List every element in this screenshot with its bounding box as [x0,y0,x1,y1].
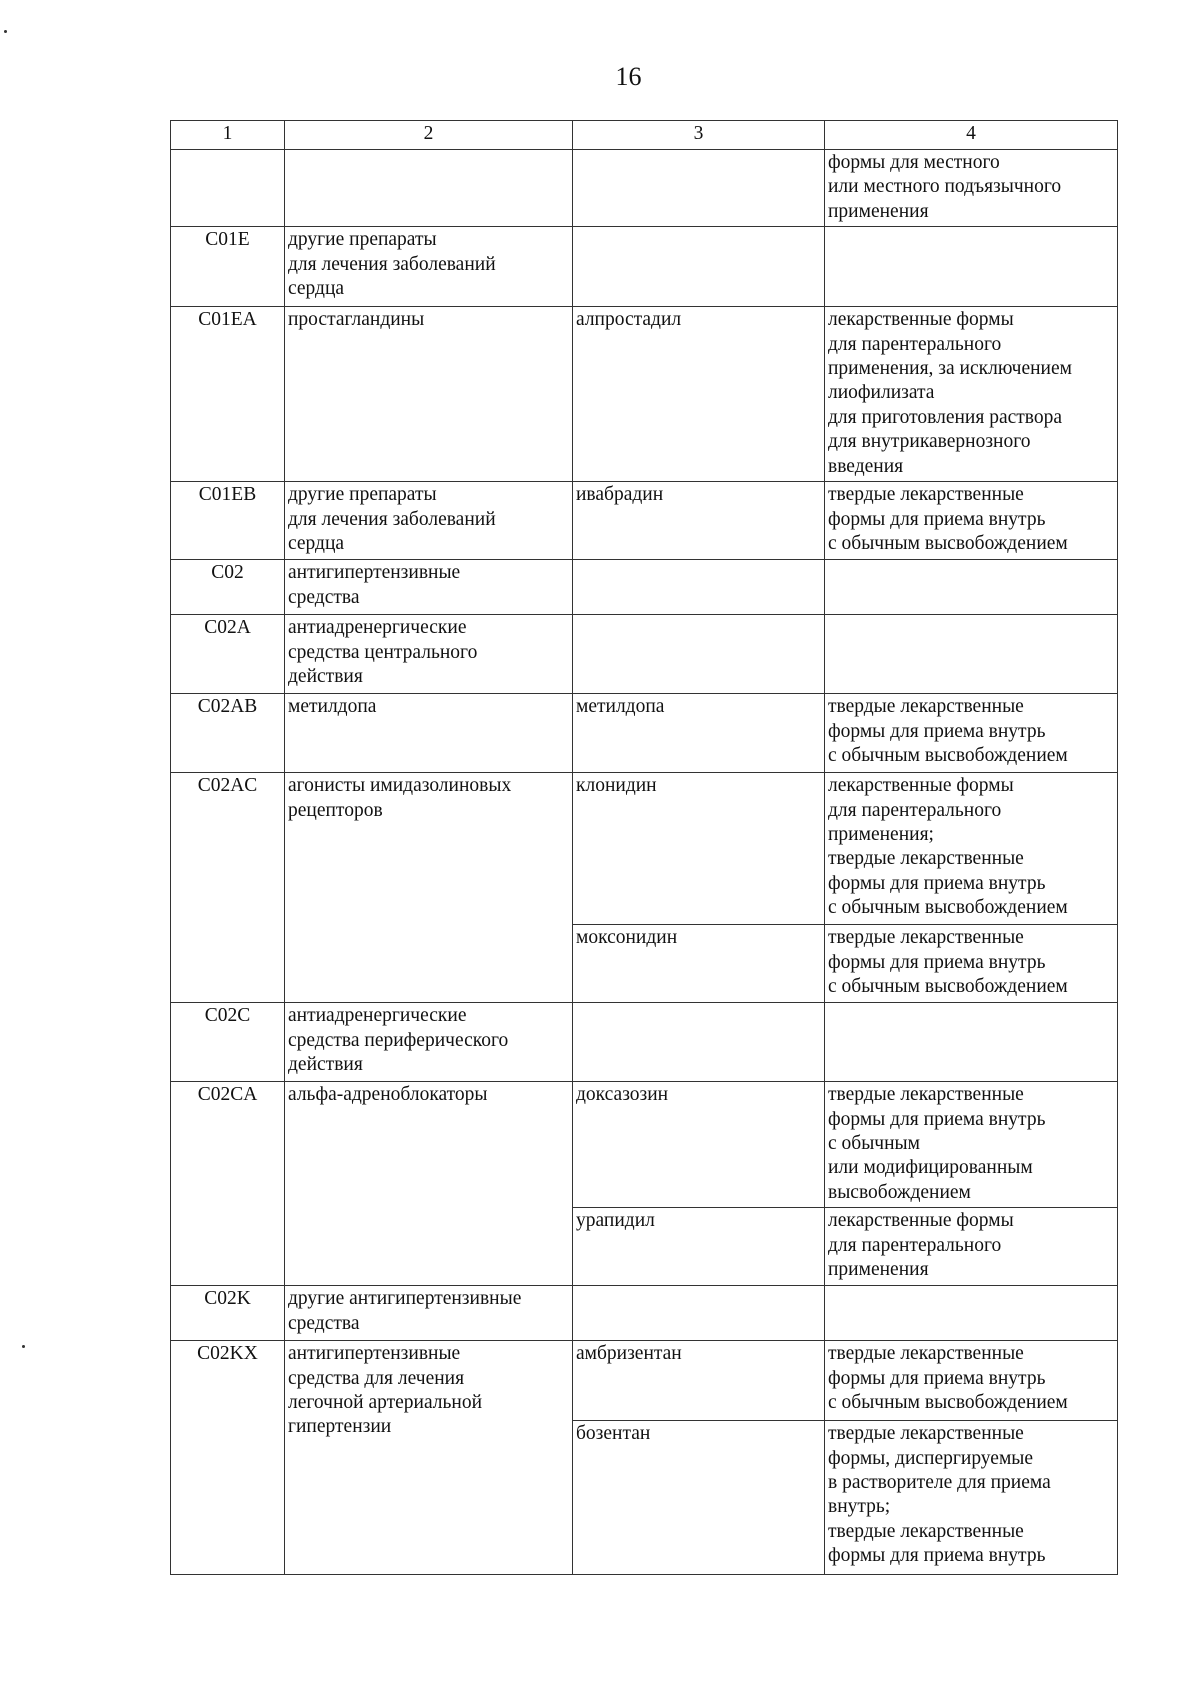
dosage-form-cell [825,615,1118,694]
header-cell-1: 1 [171,121,285,150]
dosage-form-cell: твердые лекарственные формы для приема внутрь с обычным высвобождением [825,694,1118,773]
table-row-c01e [171,227,1118,307]
group-name-cell: агонисты имидазолиновых рецепторов [285,773,573,1003]
table-row-c02ac [171,773,1118,925]
drug-table [170,120,1118,1575]
scan-speck [4,30,7,33]
table-row-c01ea [171,307,1118,482]
drug-name-cell: урапидил [573,1208,825,1286]
dosage-form-cell [825,227,1118,307]
drug-name-cell [573,615,825,694]
table-row-c02c [171,1003,1118,1082]
dosage-form-cell [825,1003,1118,1082]
header-cell-2: 2 [285,121,573,150]
group-name-cell: метилдопа [285,694,573,773]
atc-code-cell: C02CA [171,1082,285,1286]
group-name-cell: простагландины [285,307,573,482]
atc-code-cell: C02 [171,560,285,615]
group-name-cell: другие антигипертензивные средства [285,1286,573,1341]
group-name-cell: альфа-адреноблокаторы [285,1082,573,1286]
drug-name-cell: бозентан [573,1421,825,1575]
table-row-c02ca [171,1082,1118,1208]
drug-name-cell [573,1003,825,1082]
dosage-form-cell [825,560,1118,615]
dosage-form-cell: лекарственные формы для парентерального применения; твердые лекарственные формы для приема внутрь с обычным высвобождением [825,773,1118,925]
drug-name-cell [573,227,825,307]
dosage-form-cell: твердые лекарственные формы для приема внутрь с обычным или модифицированным высвобождением [825,1082,1118,1208]
drug-name-cell [573,1286,825,1341]
drug-name-cell: амбризентан [573,1341,825,1421]
atc-code-cell: C02KX [171,1341,285,1575]
table-row-continuation [171,150,1118,227]
table-row-c02kx [171,1341,1118,1421]
drug-name-cell: моксонидин [573,925,825,1003]
group-name-cell: антиадренергические средства периферического действия [285,1003,573,1082]
drug-name-cell: алпростадил [573,307,825,482]
atc-code-cell [171,150,285,227]
atc-code-cell: C02K [171,1286,285,1341]
atc-code-cell: C02A [171,615,285,694]
atc-code-cell: C02AB [171,694,285,773]
group-name-cell: другие препараты для лечения заболеваний сердца [285,227,573,307]
table-row-c02ab [171,694,1118,773]
atc-code-cell: C01E [171,227,285,307]
header-cell-3: 3 [573,121,825,150]
drug-name-cell: доксазозин [573,1082,825,1208]
group-name-cell: антигипертензивные средства для лечения легочной артериальной гипертензии [285,1341,573,1575]
atc-code-cell: C01EB [171,482,285,560]
group-name-cell: другие препараты для лечения заболеваний сердца [285,482,573,560]
dosage-form-cell: лекарственные формы для парентерального применения [825,1208,1118,1286]
drug-name-cell [573,150,825,227]
table-header-row [171,121,1118,150]
dosage-form-cell: твердые лекарственные формы для приема внутрь с обычным высвобождением [825,1341,1118,1421]
atc-code-cell: C02C [171,1003,285,1082]
dosage-form-cell: твердые лекарственные формы для приема внутрь с обычным высвобождением [825,925,1118,1003]
drug-name-cell: ивабрадин [573,482,825,560]
drug-name-cell: метилдопа [573,694,825,773]
table-row-c02k [171,1286,1118,1341]
group-name-cell [285,150,573,227]
group-name-cell: антиадренергические средства центрального действия [285,615,573,694]
atc-code-cell: C01EA [171,307,285,482]
scan-speck [22,1345,25,1348]
group-name-cell: антигипертензивные средства [285,560,573,615]
header-cell-4: 4 [825,121,1118,150]
drug-name-cell [573,560,825,615]
dosage-form-cell: твердые лекарственные формы, диспергируемые в растворителе для приема внутрь; твердые лекарственные формы для приема внутрь [825,1421,1118,1575]
dosage-form-cell: твердые лекарственные формы для приема внутрь с обычным высвобождением [825,482,1118,560]
table-row-c02 [171,560,1118,615]
dosage-form-cell: лекарственные формы для парентерального применения, за исключением лиофилизата для приготовления раствора для внутрикавернозного введения [825,307,1118,482]
drug-name-cell: клонидин [573,773,825,925]
dosage-form-cell: формы для местного или местного подъязычного применения [825,150,1118,227]
page-number: 16 [615,62,642,91]
atc-code-cell: C02AC [171,773,285,1003]
table-row-c02a [171,615,1118,694]
dosage-form-cell [825,1286,1118,1341]
table-row-c01eb [171,482,1118,560]
